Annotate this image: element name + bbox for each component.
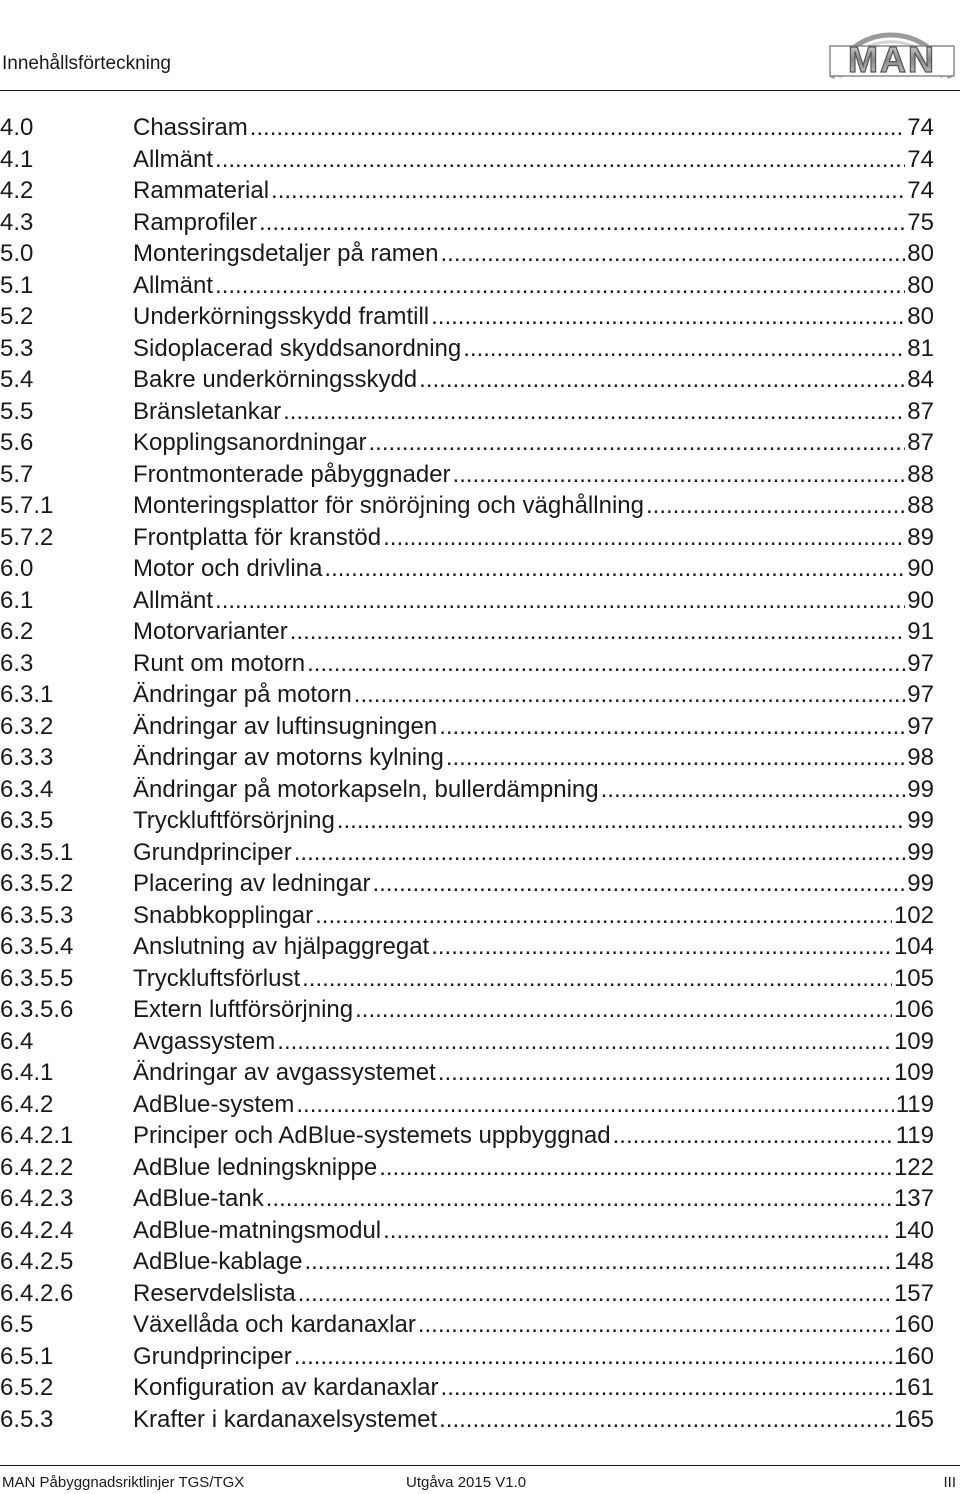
toc-entry[interactable] bbox=[0, 553, 934, 585]
toc-entry-number: 4.0 bbox=[0, 114, 34, 141]
toc-entry-number: 6.3.3 bbox=[0, 744, 54, 771]
toc-entry-title: Reservdelslista bbox=[133, 1279, 296, 1307]
toc-entry-number: 5.7.1 bbox=[0, 492, 54, 519]
toc-entry-title: Allmänt bbox=[133, 145, 214, 173]
toc-entry-number: 6.3.1 bbox=[0, 681, 54, 708]
toc-dot-leader bbox=[354, 679, 906, 711]
toc-entry[interactable] bbox=[0, 270, 934, 302]
page-header-title: Innehållsförteckning bbox=[2, 53, 171, 74]
toc-entry[interactable] bbox=[0, 805, 934, 837]
toc-entry[interactable] bbox=[0, 427, 934, 459]
toc-entry-number: 6.4.2.3 bbox=[0, 1185, 74, 1212]
toc-entry-title: Underkörningsskydd framtill bbox=[133, 303, 430, 330]
toc-entry-number: 6.0 bbox=[0, 555, 34, 582]
toc-dot-leader bbox=[372, 868, 905, 900]
toc-entry-title: Bränsletankar bbox=[133, 397, 282, 425]
toc-entry-title: Frontplatta för kranstöd bbox=[133, 523, 382, 551]
header-divider bbox=[0, 90, 960, 91]
toc-entry-title: Ändringar av avgassystemet bbox=[133, 1059, 436, 1086]
toc-entry-page: 91 bbox=[907, 618, 934, 645]
toc-entry-number: 6.2 bbox=[0, 618, 34, 645]
toc-entry-page: 119 bbox=[895, 1122, 934, 1149]
toc-entry-page: 98 bbox=[907, 744, 934, 771]
toc-dot-leader bbox=[441, 238, 906, 270]
toc-dot-leader bbox=[446, 742, 905, 774]
toc-dot-leader bbox=[441, 1372, 892, 1404]
toc-entry[interactable] bbox=[0, 207, 934, 239]
toc-dot-leader bbox=[383, 1215, 892, 1247]
toc-dot-leader bbox=[463, 333, 905, 365]
toc-entry[interactable] bbox=[0, 1341, 934, 1373]
toc-dot-leader bbox=[355, 994, 892, 1026]
toc-entry-page: 74 bbox=[907, 114, 934, 141]
toc-entry[interactable] bbox=[0, 144, 934, 176]
toc-entry-number: 6.5.3 bbox=[0, 1405, 54, 1433]
toc-entry-page: 97 bbox=[907, 649, 934, 677]
footer-edition: Utgåva 2015 V1.0 bbox=[406, 1474, 527, 1491]
toc-dot-leader bbox=[438, 1057, 892, 1089]
footer-page-number: III bbox=[943, 1474, 956, 1491]
toc-dot-leader bbox=[613, 1120, 894, 1152]
toc-entry-number: 6.1 bbox=[0, 586, 34, 614]
toc-entry-title: Anslutning av hjälpaggregat bbox=[133, 933, 430, 960]
toc-entry-number: 5.1 bbox=[0, 271, 34, 299]
toc-entry[interactable] bbox=[0, 900, 934, 932]
toc-entry[interactable] bbox=[0, 1089, 934, 1121]
toc-dot-leader bbox=[294, 837, 906, 869]
toc-entry-title: Monteringsplattor för snöröjning och väghållning bbox=[133, 492, 644, 519]
toc-entry-title: Grundprinciper bbox=[133, 1342, 292, 1370]
toc-entry-number: 5.0 bbox=[0, 240, 34, 267]
toc-entry-number: 6.4.2 bbox=[0, 1090, 54, 1118]
table-of-contents bbox=[0, 112, 934, 1435]
toc-entry-page: 106 bbox=[893, 996, 934, 1023]
toc-dot-leader bbox=[601, 774, 906, 806]
toc-entry-number: 6.3 bbox=[0, 649, 34, 677]
toc-entry[interactable] bbox=[0, 333, 934, 365]
toc-entry-page: 122 bbox=[893, 1153, 934, 1181]
toc-entry-page: 88 bbox=[907, 460, 934, 488]
toc-entry[interactable] bbox=[0, 1372, 934, 1404]
toc-entry-page: 161 bbox=[893, 1374, 934, 1401]
toc-entry[interactable] bbox=[0, 1309, 934, 1341]
toc-entry-page: 157 bbox=[893, 1279, 934, 1307]
toc-dot-leader bbox=[419, 364, 905, 396]
toc-dot-leader bbox=[283, 396, 905, 428]
toc-entry-title: Grundprinciper bbox=[133, 838, 292, 866]
toc-entry-title: Växellåda och kardanaxlar bbox=[133, 1311, 416, 1338]
toc-dot-leader bbox=[294, 1341, 892, 1373]
toc-dot-leader bbox=[337, 805, 905, 837]
toc-entry-title: Avgassystem bbox=[133, 1027, 276, 1055]
toc-dot-leader bbox=[250, 112, 906, 144]
toc-entry-title: Kopplingsanordningar bbox=[133, 429, 367, 456]
toc-entry-page: 81 bbox=[907, 334, 934, 362]
toc-entry-number: 6.5.2 bbox=[0, 1374, 54, 1401]
toc-entry-title: Allmänt bbox=[133, 271, 214, 299]
toc-entry-title: Rammaterial bbox=[133, 177, 270, 204]
toc-dot-leader bbox=[453, 459, 906, 491]
toc-entry[interactable] bbox=[0, 774, 934, 806]
toc-entry[interactable] bbox=[0, 396, 934, 428]
toc-entry[interactable] bbox=[0, 459, 934, 491]
toc-entry-number: 6.4.1 bbox=[0, 1059, 54, 1086]
man-logo bbox=[822, 0, 960, 80]
toc-entry[interactable] bbox=[0, 1215, 934, 1247]
toc-entry-title: Bakre underkörningsskydd bbox=[133, 366, 418, 393]
toc-entry-title: Monteringsdetaljer på ramen bbox=[133, 240, 439, 267]
toc-entry-number: 6.5 bbox=[0, 1311, 34, 1338]
toc-entry[interactable] bbox=[0, 679, 934, 711]
toc-entry[interactable] bbox=[0, 1120, 934, 1152]
toc-entry-title: AdBlue ledningsknippe bbox=[133, 1153, 378, 1181]
toc-entry[interactable] bbox=[0, 490, 934, 522]
logo-lettering: MAN bbox=[848, 39, 936, 80]
toc-entry-page: 105 bbox=[893, 964, 934, 992]
toc-entry-page: 165 bbox=[893, 1405, 934, 1433]
toc-entry-number: 5.7 bbox=[0, 460, 34, 488]
toc-entry-title: Motorvarianter bbox=[133, 618, 288, 645]
toc-entry-page: 87 bbox=[907, 429, 934, 456]
toc-entry-page: 74 bbox=[907, 177, 934, 204]
toc-entry-page: 84 bbox=[907, 366, 934, 393]
toc-entry[interactable] bbox=[0, 1026, 934, 1058]
toc-entry-number: 6.3.5.3 bbox=[0, 901, 74, 929]
toc-entry-title: Motor och drivlina bbox=[133, 555, 323, 582]
toc-entry-page: 99 bbox=[907, 838, 934, 866]
toc-entry-number: 6.3.4 bbox=[0, 775, 54, 803]
toc-entry-title: Ändringar av luftinsugningen bbox=[133, 712, 438, 740]
toc-dot-leader bbox=[296, 1089, 893, 1121]
toc-entry[interactable] bbox=[0, 1152, 934, 1184]
toc-entry-page: 99 bbox=[907, 807, 934, 834]
toc-entry-number: 6.4.2.1 bbox=[0, 1122, 74, 1149]
toc-entry-number: 5.4 bbox=[0, 366, 34, 393]
toc-entry[interactable] bbox=[0, 711, 934, 743]
toc-entry-page: 80 bbox=[907, 303, 934, 330]
toc-entry-title: Extern luftförsörjning bbox=[133, 996, 354, 1023]
toc-entry-page: 140 bbox=[893, 1216, 934, 1244]
toc-dot-leader bbox=[215, 144, 905, 176]
toc-entry-title: Principer och AdBlue-systemets uppbyggnad bbox=[133, 1122, 611, 1149]
toc-dot-leader bbox=[439, 1404, 892, 1436]
toc-entry-page: 87 bbox=[907, 397, 934, 425]
toc-entry-title: Ändringar på motorn bbox=[133, 681, 352, 708]
toc-dot-leader bbox=[290, 616, 906, 648]
toc-dot-leader bbox=[304, 1246, 892, 1278]
toc-entry-number: 6.3.5.5 bbox=[0, 964, 74, 992]
toc-entry[interactable] bbox=[0, 522, 934, 554]
toc-entry-title: AdBlue-tank bbox=[133, 1185, 264, 1212]
toc-entry-page: 148 bbox=[893, 1248, 934, 1275]
toc-entry-title: Frontmonterade påbyggnader bbox=[133, 460, 451, 488]
toc-entry-number: 6.4.2.2 bbox=[0, 1153, 74, 1181]
toc-dot-leader bbox=[277, 1026, 892, 1058]
toc-dot-leader bbox=[307, 648, 905, 680]
toc-entry[interactable] bbox=[0, 585, 934, 617]
toc-entry-number: 6.5.1 bbox=[0, 1342, 54, 1370]
toc-entry-number: 6.3.2 bbox=[0, 712, 54, 740]
toc-entry-number: 4.3 bbox=[0, 208, 34, 236]
toc-entry-number: 4.2 bbox=[0, 177, 34, 204]
toc-dot-leader bbox=[298, 1278, 892, 1310]
toc-entry-page: 97 bbox=[907, 681, 934, 708]
toc-entry-title: Runt om motorn bbox=[133, 649, 306, 677]
toc-dot-leader bbox=[439, 711, 905, 743]
toc-entry-page: 137 bbox=[893, 1185, 934, 1212]
toc-dot-leader bbox=[302, 963, 892, 995]
toc-entry-page: 104 bbox=[893, 933, 934, 960]
toc-dot-leader bbox=[215, 270, 905, 302]
toc-entry-number: 6.4.2.5 bbox=[0, 1248, 74, 1275]
toc-entry-number: 5.2 bbox=[0, 303, 34, 330]
toc-entry-page: 88 bbox=[907, 492, 934, 519]
toc-entry-title: Placering av ledningar bbox=[133, 870, 371, 897]
toc-entry[interactable] bbox=[0, 1278, 934, 1310]
toc-entry-title: Sidoplacerad skyddsanordning bbox=[133, 334, 462, 362]
toc-entry-page: 102 bbox=[893, 901, 934, 929]
toc-entry-page: 109 bbox=[893, 1059, 934, 1086]
toc-entry-page: 74 bbox=[907, 145, 934, 173]
footer-divider bbox=[0, 1465, 960, 1466]
toc-entry[interactable] bbox=[0, 301, 934, 333]
toc-entry-title: AdBlue-matningsmodul bbox=[133, 1216, 382, 1244]
toc-entry[interactable] bbox=[0, 364, 934, 396]
toc-entry-title: AdBlue-system bbox=[133, 1090, 295, 1118]
toc-entry-title: Snabbkopplingar bbox=[133, 901, 314, 929]
toc-entry-title: Ramprofiler bbox=[133, 208, 258, 236]
toc-entry-title: Tryckluftsförlust bbox=[133, 964, 301, 992]
footer-publication: MAN Påbyggnadsriktlinjer TGS/TGX bbox=[2, 1474, 245, 1491]
toc-entry-title: Allmänt bbox=[133, 586, 214, 614]
toc-entry-page: 119 bbox=[895, 1090, 934, 1118]
toc-entry-page: 160 bbox=[893, 1311, 934, 1338]
toc-entry-page: 99 bbox=[907, 870, 934, 897]
toc-entry-number: 6.3.5.6 bbox=[0, 996, 74, 1023]
toc-entry-number: 6.3.5.1 bbox=[0, 838, 74, 866]
toc-entry[interactable] bbox=[0, 994, 934, 1026]
toc-entry[interactable] bbox=[0, 648, 934, 680]
toc-entry-title: Ändringar av motorns kylning bbox=[133, 744, 444, 771]
toc-entry-page: 80 bbox=[907, 240, 934, 267]
toc-entry-page: 80 bbox=[907, 271, 934, 299]
toc-entry-number: 6.3.5 bbox=[0, 807, 54, 834]
toc-dot-leader bbox=[379, 1152, 892, 1184]
toc-entry-number: 6.4.2.4 bbox=[0, 1216, 74, 1244]
toc-entry-title: Ändringar på motorkapseln, bullerdämpning bbox=[133, 775, 599, 803]
toc-entry-page: 90 bbox=[907, 555, 934, 582]
toc-entry-page: 109 bbox=[893, 1027, 934, 1055]
toc-entry[interactable] bbox=[0, 1246, 934, 1278]
toc-entry-number: 6.3.5.2 bbox=[0, 870, 74, 897]
toc-entry-page: 75 bbox=[907, 208, 934, 236]
toc-entry[interactable] bbox=[0, 742, 934, 774]
toc-entry[interactable] bbox=[0, 1057, 934, 1089]
toc-entry-page: 160 bbox=[893, 1342, 934, 1370]
toc-dot-leader bbox=[369, 427, 906, 459]
toc-entry-number: 5.6 bbox=[0, 429, 34, 456]
toc-entry-number: 6.3.5.4 bbox=[0, 933, 74, 960]
toc-entry-number: 6.4.2.6 bbox=[0, 1279, 74, 1307]
toc-entry-page: 89 bbox=[907, 523, 934, 551]
toc-entry[interactable] bbox=[0, 1183, 934, 1215]
toc-entry-number: 5.3 bbox=[0, 334, 34, 362]
toc-dot-leader bbox=[215, 585, 905, 617]
toc-entry-page: 90 bbox=[907, 586, 934, 614]
toc-entry[interactable] bbox=[0, 616, 934, 648]
toc-entry-number: 5.5 bbox=[0, 397, 34, 425]
toc-entry-number: 6.4 bbox=[0, 1027, 34, 1055]
toc-entry-number: 5.7.2 bbox=[0, 523, 54, 551]
toc-dot-leader bbox=[646, 490, 905, 522]
toc-entry[interactable] bbox=[0, 112, 934, 144]
toc-dot-leader bbox=[383, 522, 905, 554]
toc-entry-title: Krafter i kardanaxelsystemet bbox=[133, 1405, 438, 1433]
toc-dot-leader bbox=[271, 175, 905, 207]
toc-entry[interactable] bbox=[0, 1404, 934, 1436]
toc-entry[interactable] bbox=[0, 238, 934, 270]
toc-entry-page: 99 bbox=[907, 775, 934, 803]
toc-entry-number: 4.1 bbox=[0, 145, 34, 173]
toc-entry[interactable] bbox=[0, 963, 934, 995]
toc-entry-title: Chassiram bbox=[133, 114, 248, 141]
toc-entry[interactable] bbox=[0, 931, 934, 963]
toc-entry[interactable] bbox=[0, 175, 934, 207]
toc-entry-title: Konfiguration av kardanaxlar bbox=[133, 1374, 439, 1401]
toc-entry-page: 97 bbox=[907, 712, 934, 740]
toc-entry-title: AdBlue-kablage bbox=[133, 1248, 303, 1275]
toc-dot-leader bbox=[259, 207, 905, 239]
toc-dot-leader bbox=[418, 1309, 892, 1341]
toc-dot-leader bbox=[431, 931, 892, 963]
toc-dot-leader bbox=[315, 900, 892, 932]
toc-entry[interactable] bbox=[0, 837, 934, 869]
toc-entry-title: Tryckluftförsörjning bbox=[133, 807, 335, 834]
toc-entry[interactable] bbox=[0, 868, 934, 900]
toc-dot-leader bbox=[324, 553, 905, 585]
toc-dot-leader bbox=[431, 301, 905, 333]
toc-dot-leader bbox=[266, 1183, 892, 1215]
